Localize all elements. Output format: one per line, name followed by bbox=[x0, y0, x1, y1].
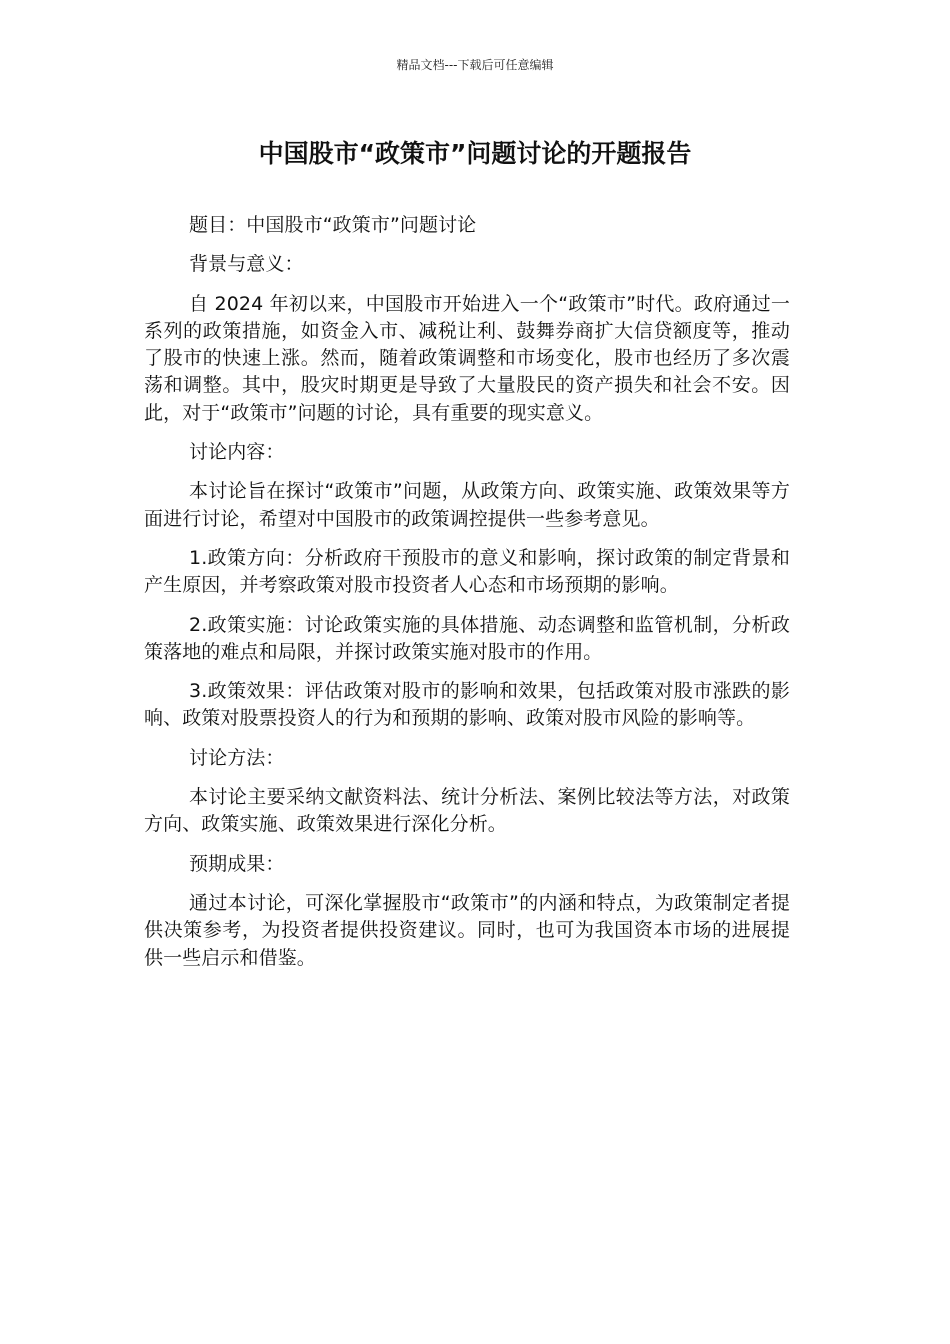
section-heading-background: 背景与意义： bbox=[189, 253, 304, 276]
document-title: 中国股市“政策市”问题讨论的开题报告 bbox=[258, 139, 692, 168]
section-heading-method: 讨论方法： bbox=[189, 746, 285, 769]
content-item-policy-effect: 3.政策效果：评估政策对股市的影响和效果，包括政策对股市涨跌的影响、政策对股票投资人的行为和预期的影响、政策对股市风险的影响等。 bbox=[144, 680, 790, 730]
header-note: 精品文档---下载后可任意编辑 bbox=[396, 58, 554, 72]
content-item-policy-implementation: 2.政策实施：讨论政策实施的具体措施、动态调整和监管机制，分析政策落地的难点和局限，并探讨政策实施对股市的作用。 bbox=[144, 613, 790, 663]
background-paragraph: 自 2024 年初以来，中国股市开始进入一个“政策市”时代。政府通过一系列的政策措施，如资金入市、减税让利、鼓舞券商扩大信贷额度等，推动了股市的快速上涨。然而，随着政策调整和市场变化，股市也经历了多次震荡和调整。其中，股灾时期更是导致了大量股民的资产损失和社会不安。因此，对于“政策市”问题的讨论，具有重要的现实意义。 bbox=[144, 292, 790, 424]
method-paragraph: 本讨论主要采纳文献资料法、统计分析法、案例比较法等方法，对政策方向、政策实施、政策效果进行深化分析。 bbox=[144, 786, 790, 836]
content-intro-paragraph: 本讨论旨在探讨“政策市”问题，从政策方向、政策实施、政策效果等方面进行讨论，希望对中国股市的政策调控提供一些参考意见。 bbox=[144, 480, 790, 530]
section-heading-content: 讨论内容： bbox=[189, 441, 285, 464]
topic-line: 题目：中国股市“政策市”问题讨论 bbox=[189, 214, 477, 236]
content-item-policy-direction: 1.政策方向：分析政府干预股市的意义和影响，探讨政策的制定背景和产生原因，并考察政策对股市投资者人心态和市场预期的影响。 bbox=[144, 546, 790, 597]
document-body bbox=[144, 212, 790, 984]
outcome-paragraph: 通过本讨论，可深化掌握股市“政策市”的内涵和特点，为政策制定者提供决策参考，为投资者提供投资建议。同时，也可为我国资本市场的进展提供一些启示和借鉴。 bbox=[144, 891, 790, 969]
section-heading-outcome: 预期成果： bbox=[189, 852, 285, 875]
